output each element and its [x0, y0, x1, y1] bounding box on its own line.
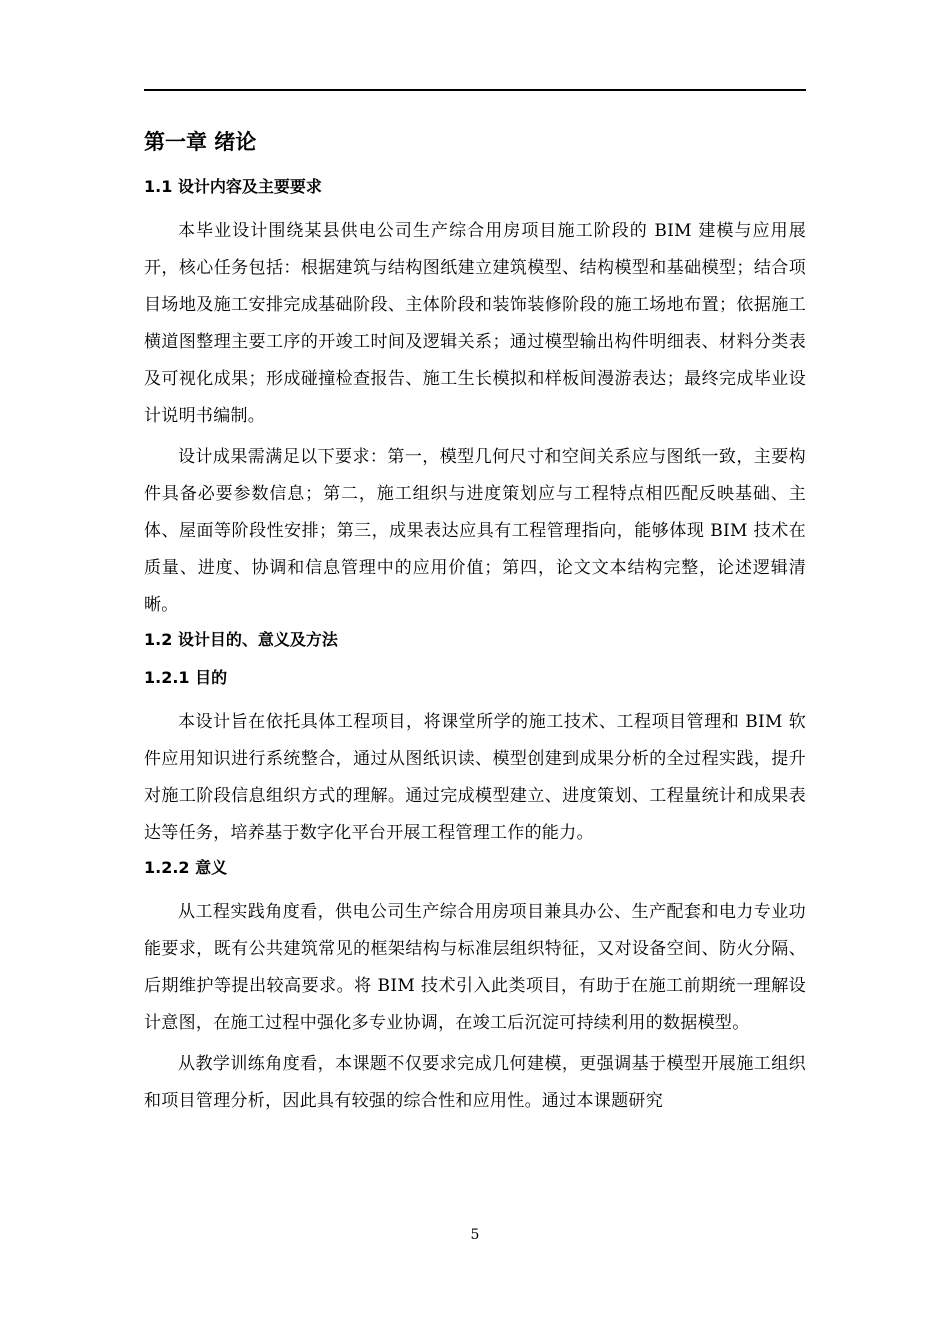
paragraph: 本设计旨在依托具体工程项目，将课堂所学的施工技术、工程项目管理和 BIM 软件应用知识进行系统整合，通过从图纸识读、模型创建到成果分析的全过程实践，提升对施工阶段信息组织方式的理解。通过完成模型建立、进度策划、工程量统计和成果表达等任务，培养基于数字化平台开展工程管理工作的能力。 [144, 712, 806, 843]
chapter-title: 第一章 绪论 [144, 130, 257, 154]
paragraph: 设计成果需满足以下要求：第一，模型几何尺寸和空间关系应与图纸一致，主要构件具备必要参数信息；第二，施工组织与进度策划应与工程特点相匹配反映基础、主体、屋面等阶段性安排；第三，成果表达应具有工程管理指向，能够体现 BIM 技术在质量、进度、协调和信息管理中的应用价值；第四，论文文本结构完整，论述逻辑清晰。 [144, 447, 806, 615]
paragraph: 从工程实践角度看，供电公司生产综合用房项目兼具办公、生产配套和电力专业功能要求，既有公共建筑常见的框架结构与标准层组织特征，又对设备空间、防火分隔、后期维护等提出较高要求。将 BIM 技术引入此类项目，有助于在施工前期统一理解设计意图，在施工过程中强化多专业协调，在竣工后沉淀可持续利用的数据模型。 [144, 902, 806, 1033]
section-heading-1-1: 1.1 设计内容及主要要求 [144, 177, 322, 196]
paragraph: 从教学训练角度看，本课题不仅要求完成几何建模，更强调基于模型开展施工组织和项目管理分析，因此具有较强的综合性和应用性。通过本课题研究 [144, 1054, 806, 1111]
subsection-heading-1-2-1: 1.2.1 目的 [144, 668, 228, 687]
subsection-heading-1-2-2: 1.2.2 意义 [144, 858, 228, 877]
page-content [144, 126, 806, 1124]
header-rule [144, 89, 806, 91]
section-heading-1-2: 1.2 设计目的、意义及方法 [144, 630, 338, 649]
page-number: 5 [470, 1227, 480, 1243]
paragraph: 本毕业设计围绕某县供电公司生产综合用房项目施工阶段的 BIM 建模与应用展开，核心任务包括：根据建筑与结构图纸建立建筑模型、结构模型和基础模型；结合项目场地及施工安排完成基础阶段、主体阶段和装饰装修阶段的施工场地布置；依据施工横道图整理主要工序的开竣工时间及逻辑关系；通过模型输出构件明细表、材料分类表及可视化成果；形成碰撞检查报告、施工生长模拟和样板间漫游表达；最终完成毕业设计说明书编制。 [144, 221, 806, 426]
